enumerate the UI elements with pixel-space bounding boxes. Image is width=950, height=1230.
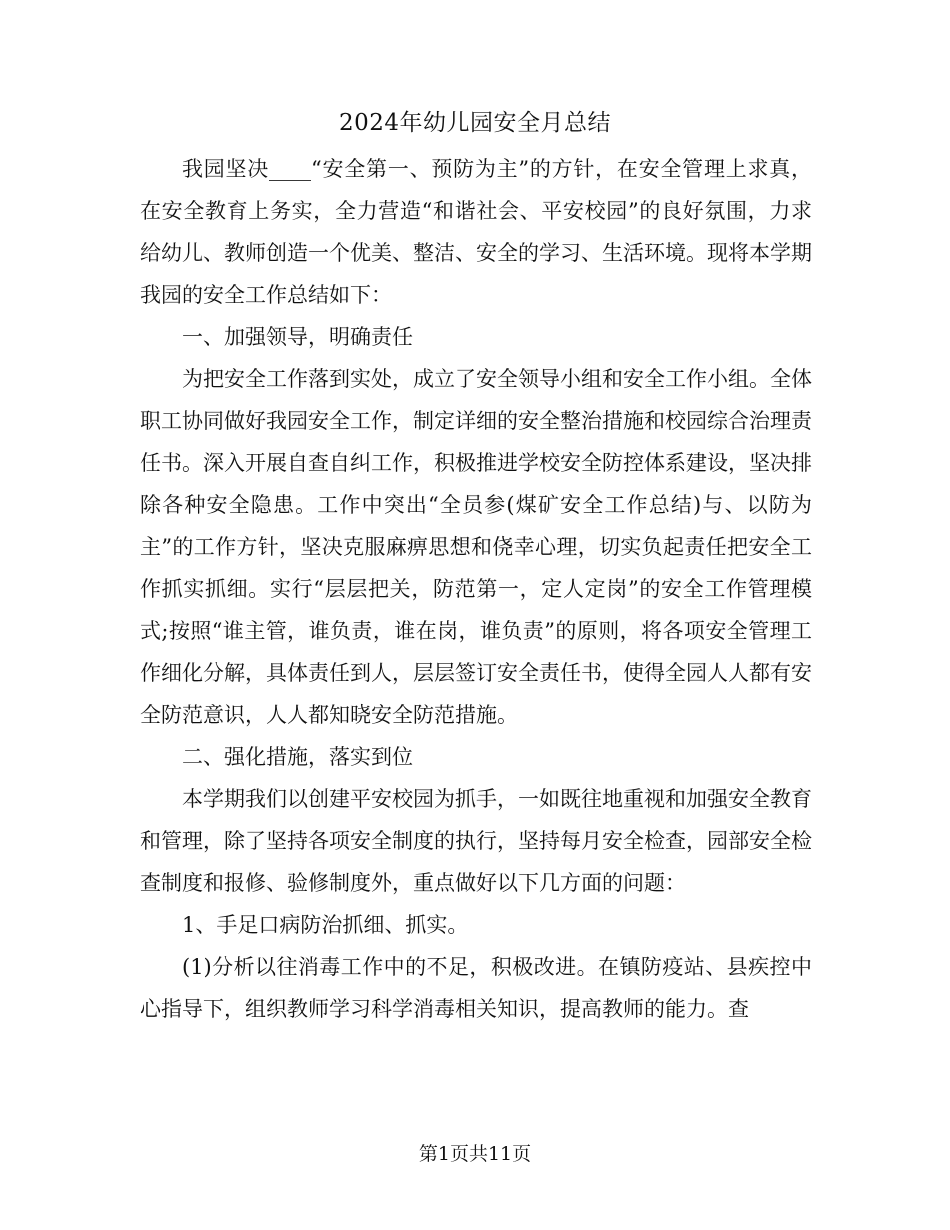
document-body	[140, 148, 812, 1030]
intro-paragraph: 我园坚决____“安全第一、预防为主”的方针，在安全管理上求真，在安全教育上务实，全力营造“和谐社会、平安校园”的良好氛围，力求给幼儿、教师创造一个优美、整洁、安全的学习、生活环境。现将本学期我园的安全工作总结如下：	[140, 157, 812, 307]
section-heading-1: 一、加强领导，明确责任	[182, 325, 413, 349]
section-2-paragraph: 本学期我们以创建平安校园为抓手，一如既往地重视和加强安全教育和管理，除了坚持各项安全制度的执行，坚持每月安全检查，园部安全检查制度和报修、验修制度外，重点做好以下几方面的问题：	[140, 787, 812, 895]
document-title: 2024年幼儿园安全月总结	[338, 110, 612, 136]
section-1-paragraph: 为把安全工作落到实处，成立了安全领导小组和安全工作小组。全体职工协同做好我园安全工作，制定详细的安全整治措施和校园综合治理责任书。深入开展自查自纠工作，积极推进学校安全防控体系建设，坚决排除各种安全隐患。工作中突出“全员参(煤矿安全工作总结)与、以防为主”的工作方针，坚决克服麻痹思想和侥幸心理，切实负起责任把安全工作抓实抓细。实行“层层把关，防范第一，定人定岗”的安全工作管理模式;按照“谁主管，谁负责，谁在岗，谁负责”的原则，将各项安全管理工作细化分解，具体责任到人，层层签订安全责任书，使得全园人人都有安全防范意识，人人都知晓安全防范措施。	[140, 367, 812, 727]
subsection-1-item-1: (1)分析以往消毒工作中的不足，积极改进。在镇防疫站、县疾控中心指导下，组织教师学习科学消毒相关知识，提高教师的能力。查	[140, 955, 812, 1021]
subsection-heading-1: 1、手足口病防治抓细、抓实。	[182, 913, 469, 937]
page-footer: 第1页共11页	[418, 1143, 532, 1165]
section-heading-2: 二、强化措施，落实到位	[182, 745, 413, 769]
